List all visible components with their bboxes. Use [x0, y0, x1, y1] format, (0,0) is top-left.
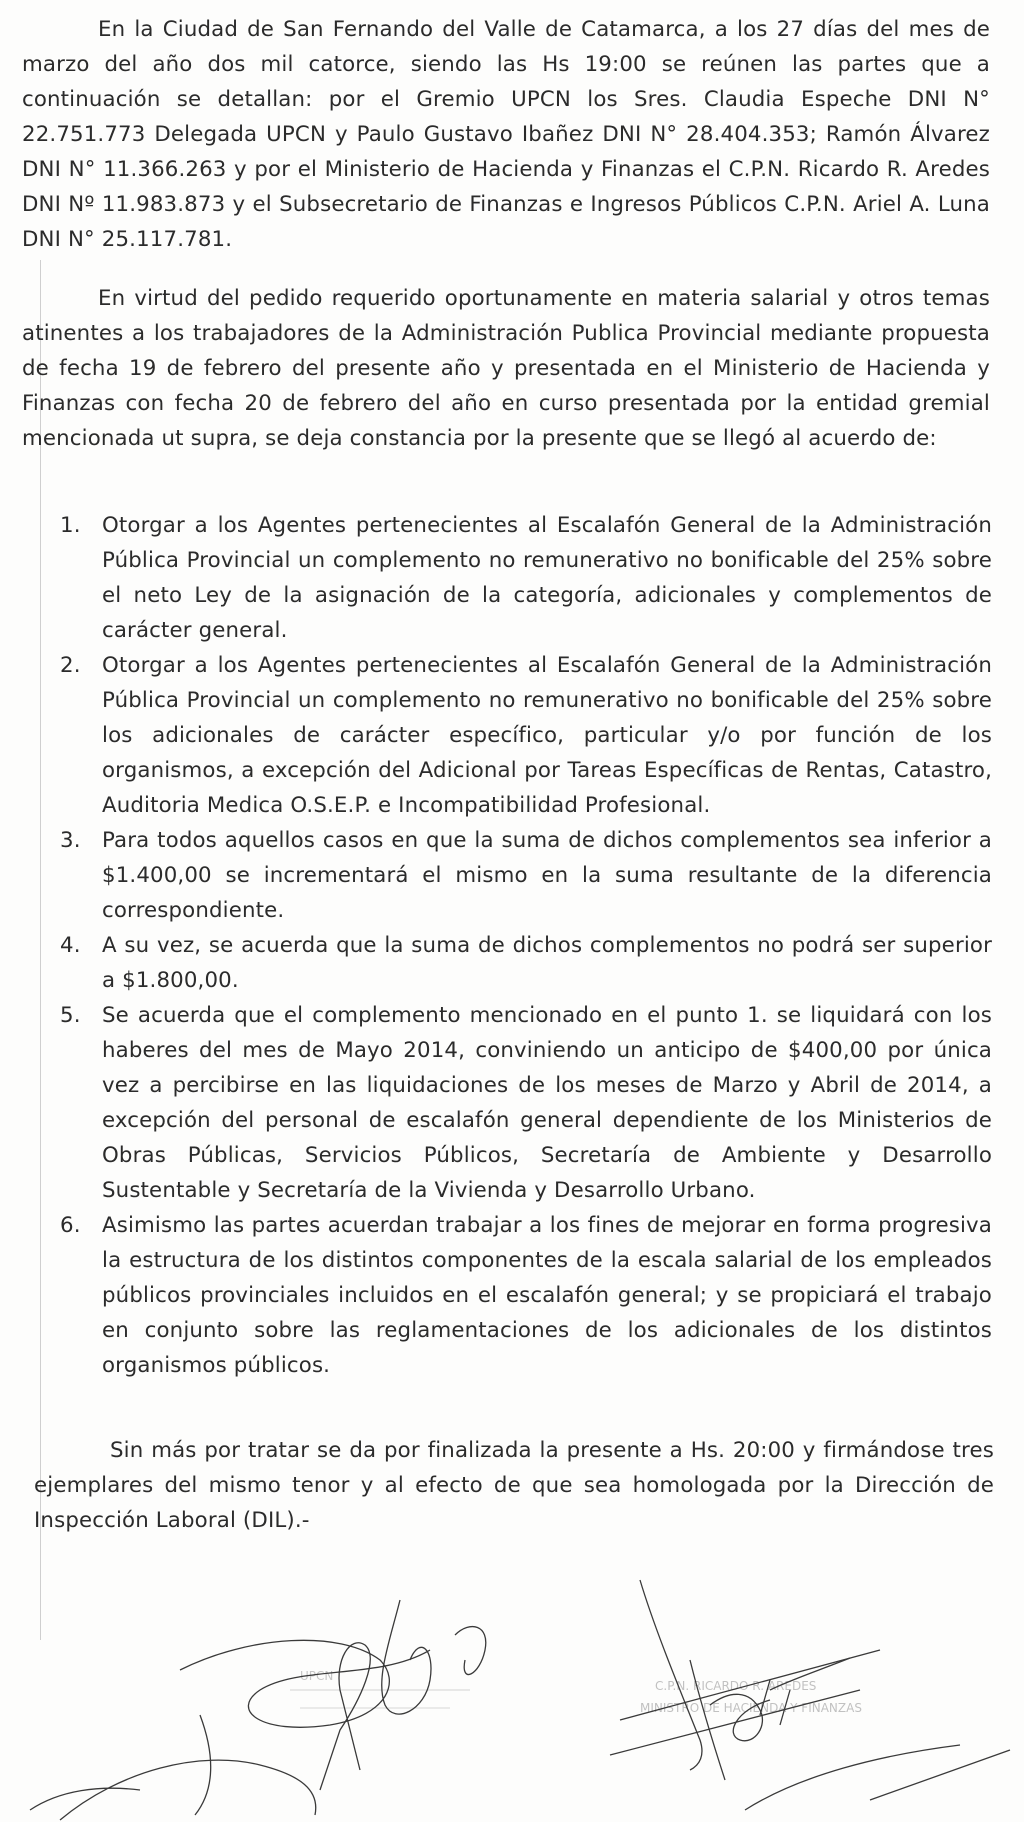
right-stamp-title: MINISTRO DE HACIENDA Y FINANZAS [640, 1701, 862, 1715]
list-item-number: 5. [60, 1003, 81, 1028]
list-item-text: A su vez, se acuerda que la suma de dichos complementos no podrá ser superior a $1.800,00. [102, 933, 992, 993]
list-item [60, 648, 992, 823]
list-item [60, 508, 992, 648]
list-item-text: Otorgar a los Agentes pertenecientes al Escalafón General de la Administración Pública Provincial un complemento no remunerativo no bonificable del 25% sobre el neto Ley de la asignación de la categoría, adicionales y complementos de carácter general. [102, 513, 992, 643]
list-item-number: 3. [60, 828, 81, 853]
list-item-text: Asimismo las partes acuerdan trabajar a los fines de mejorar en forma progresiva la estructura de los distintos componentes de la escala salarial de los empleados públicos provinciales incluidos en el escalafón general; y se propiciará el trabajo en conjunto sobre las reglamentaciones de los adicionales de los distintos organismos públicos. [102, 1213, 992, 1378]
agreements-list [60, 508, 992, 1383]
list-item-number: 4. [60, 933, 81, 958]
list-item-text: Otorgar a los Agentes pertenecientes al Escalafón General de la Administración Pública Provincial un complemento no remunerativo no bonificable del 25% sobre los adicionales de carácter específico, particular y/o por función de los organismos, a excepción del Adicional por Tareas Específicas de Rentas, Catastro, Auditoria Medica O.S.E.P. e Incompatibilidad Profesional. [102, 653, 992, 818]
intro-paragraph: En la Ciudad de San Fernando del Valle de Catamarca, a los 27 días del mes de marzo del año dos mil catorce, siendo las Hs 19:00 se reúnen las partes que a continuación se detallan: por el Gremio UPCN los Sres. Claudia Espeche DNI N° 22.751.773 Delegada UPCN y Paulo Gustavo Ibañez DNI N° 28.404.353; Ramón Álvarez DNI N° 11.366.263 y por el Ministerio de Hacienda y Finanzas el C.P.N. Ricardo R. Aredes DNI Nº 11.983.873 y el Subsecretario de Finanzas e Ingresos Públicos C.P.N. Ariel A. Luna DNI N° 25.117.781. [22, 17, 990, 252]
list-item-text: Se acuerda que el complemento mencionado en el punto 1. se liquidará con los haberes del mes de Mayo 2014, conviniendo un anticipo de $400,00 por única vez a percibirse en las liquidaciones de los meses de Marzo y Abril de 2014, a excepción del personal de escalafón general dependiente de los Ministerios de Obras Públicas, Servicios Públicos, Secretaría de Ambiente y Desarrollo Sustentable y Secretaría de la Vivienda y Desarrollo Urbano. [102, 1003, 992, 1203]
left-stamp-text: UPCN [300, 1669, 334, 1683]
left-signature [30, 1600, 486, 1820]
context-paragraph: En virtud del pedido requerido oportunamente en materia salarial y otros temas atinentes a los trabajadores de la Administración Publica Provincial mediante propuesta de fecha 19 de febrero del presente año y presentada en el Ministerio de Hacienda y Finanzas con fecha 20 de febrero del año en curso presentada por la entidad gremial mencionada ut supra, se deja constancia por la presente que se llegó al acuerdo de: [22, 286, 990, 451]
list-item-number: 2. [60, 653, 81, 678]
list-item [60, 1208, 992, 1383]
signatures-area [0, 1540, 1024, 1822]
list-item-number: 1. [60, 513, 81, 538]
list-item-number: 6. [60, 1213, 81, 1238]
closing-paragraph: Sin más por tratar se da por finalizada la presente a Hs. 20:00 y firmándose tres ejemplares del mismo tenor y al efecto de que sea homologada por la Dirección de Inspección Laboral (DIL).- [34, 1438, 994, 1533]
right-stamp-name: C.P.N. RICARDO R. AREDES [655, 1679, 817, 1693]
right-signature [610, 1580, 1010, 1810]
list-item [60, 928, 992, 998]
list-item [60, 823, 992, 928]
list-item [60, 998, 992, 1208]
list-item-text: Para todos aquellos casos en que la suma de dichos complementos sea inferior a $1.400,00 se incrementará el mismo en la suma resultante de la diferencia correspondiente. [102, 828, 992, 923]
